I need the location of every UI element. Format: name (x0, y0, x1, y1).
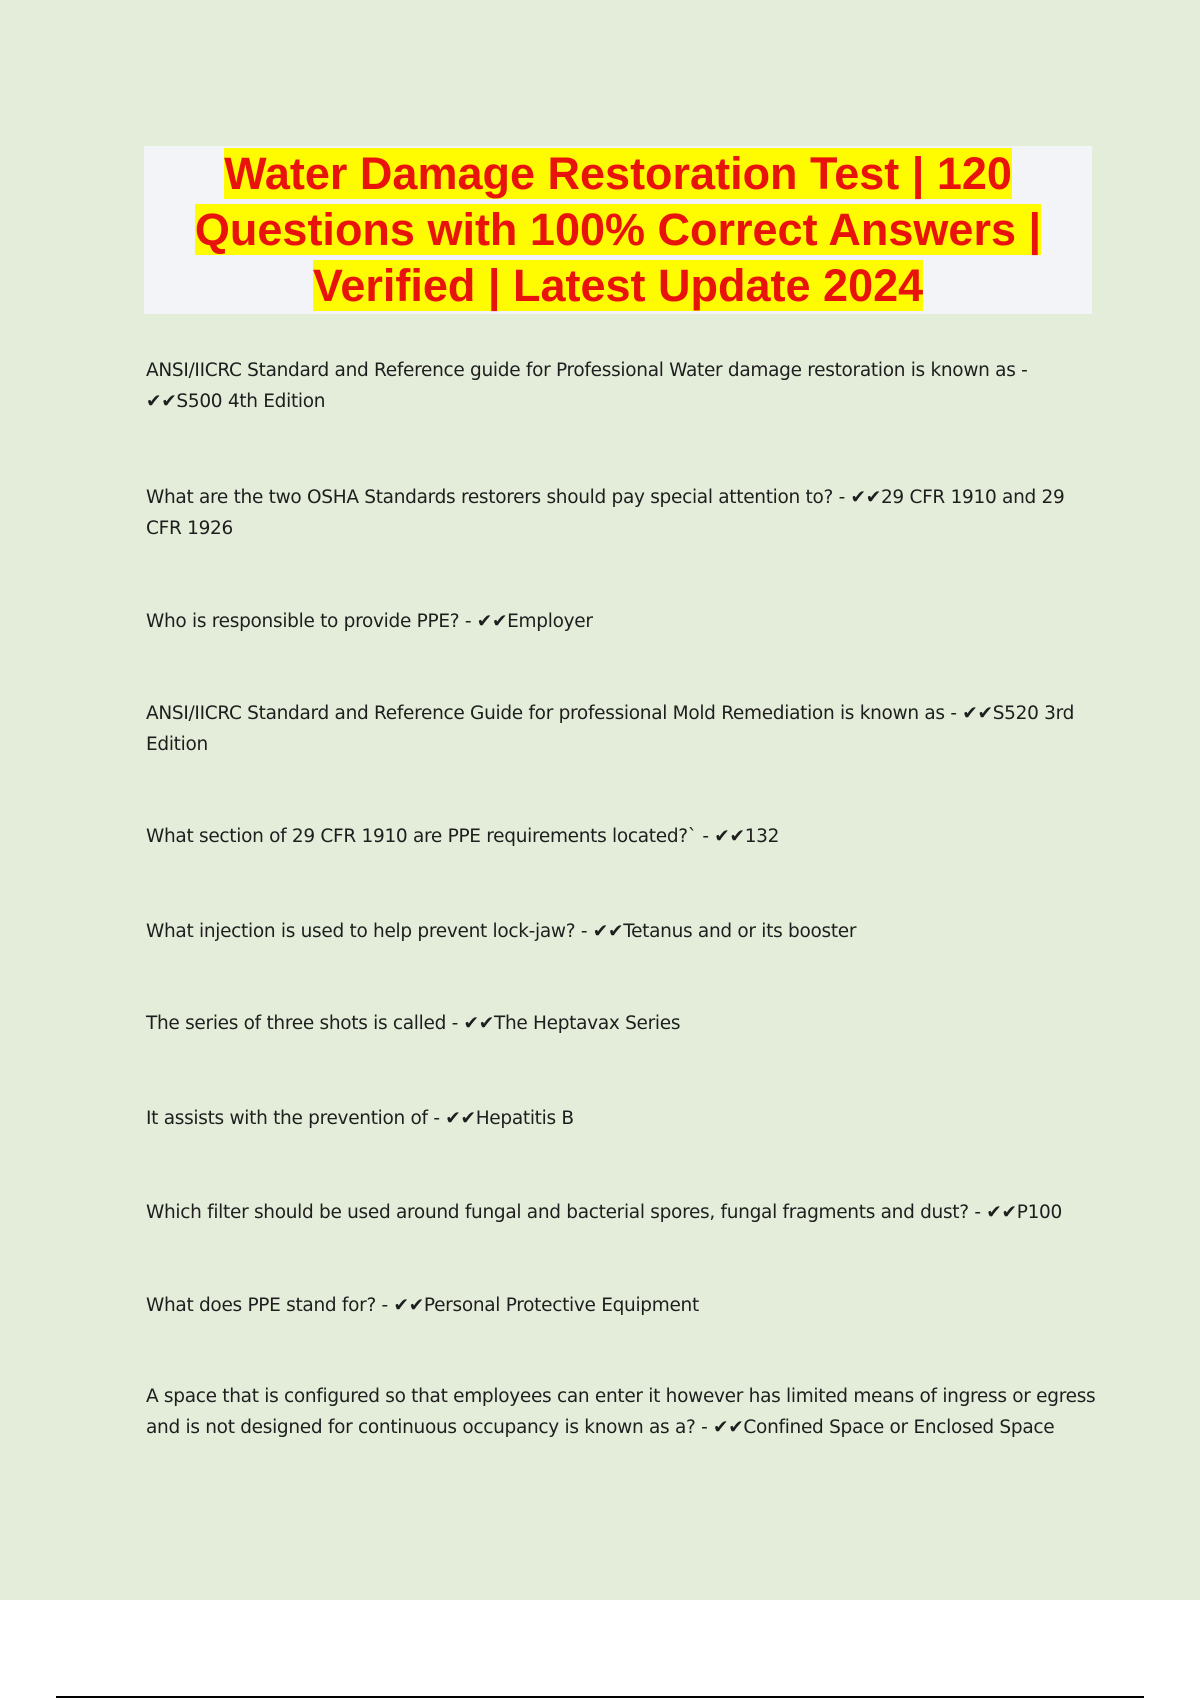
qa-item-7: The series of three shots is called - ✔✔The Heptavax Series (146, 1013, 681, 1034)
qa-item-10: What does PPE stand for? - ✔✔Personal Protective Equipment (146, 1295, 699, 1316)
title-line-3: Verified | Latest Update 2024 (312, 260, 924, 311)
qa-item-5: What section of 29 CFR 1910 are PPE requirements located?` - ✔✔132 (146, 826, 780, 847)
qa-item-8: It assists with the prevention of - ✔✔Hepatitis B (146, 1108, 574, 1129)
footer-divider (56, 1696, 1144, 1698)
qa-item-4: ANSI/IICRC Standard and Reference Guide for professional Mold Remediation is known as - ✔✔S520 3rd Edition (146, 703, 1075, 755)
title-line-1: Water Damage Restoration Test | 120 (224, 148, 1012, 199)
qa-item-3: Who is responsible to provide PPE? - ✔✔Employer (146, 611, 593, 632)
qa-item-2: What are the two OSHA Standards restorers should pay special attention to? - ✔✔29 CFR 1910 and 29 CFR 1926 (146, 487, 1065, 539)
qa-item-1: ANSI/IICRC Standard and Reference guide for Professional Water damage restoration is known as - ✔✔S500 4th Edition (146, 360, 1028, 412)
title-line-2: Questions with 100% Correct Answers | (194, 204, 1042, 255)
document-title (144, 146, 1092, 314)
qa-item-11: A space that is configured so that employees can enter it however has limited means of ingress or egress and is not designed for continuous occupancy is known as a? - ✔✔Confined Space or Enclosed Space (146, 1386, 1096, 1438)
qa-item-9: Which filter should be used around fungal and bacterial spores, fungal fragments and dust? - ✔✔P100 (146, 1202, 1062, 1223)
qa-item-6: What injection is used to help prevent lock-jaw? - ✔✔Tetanus and or its booster (146, 921, 857, 942)
